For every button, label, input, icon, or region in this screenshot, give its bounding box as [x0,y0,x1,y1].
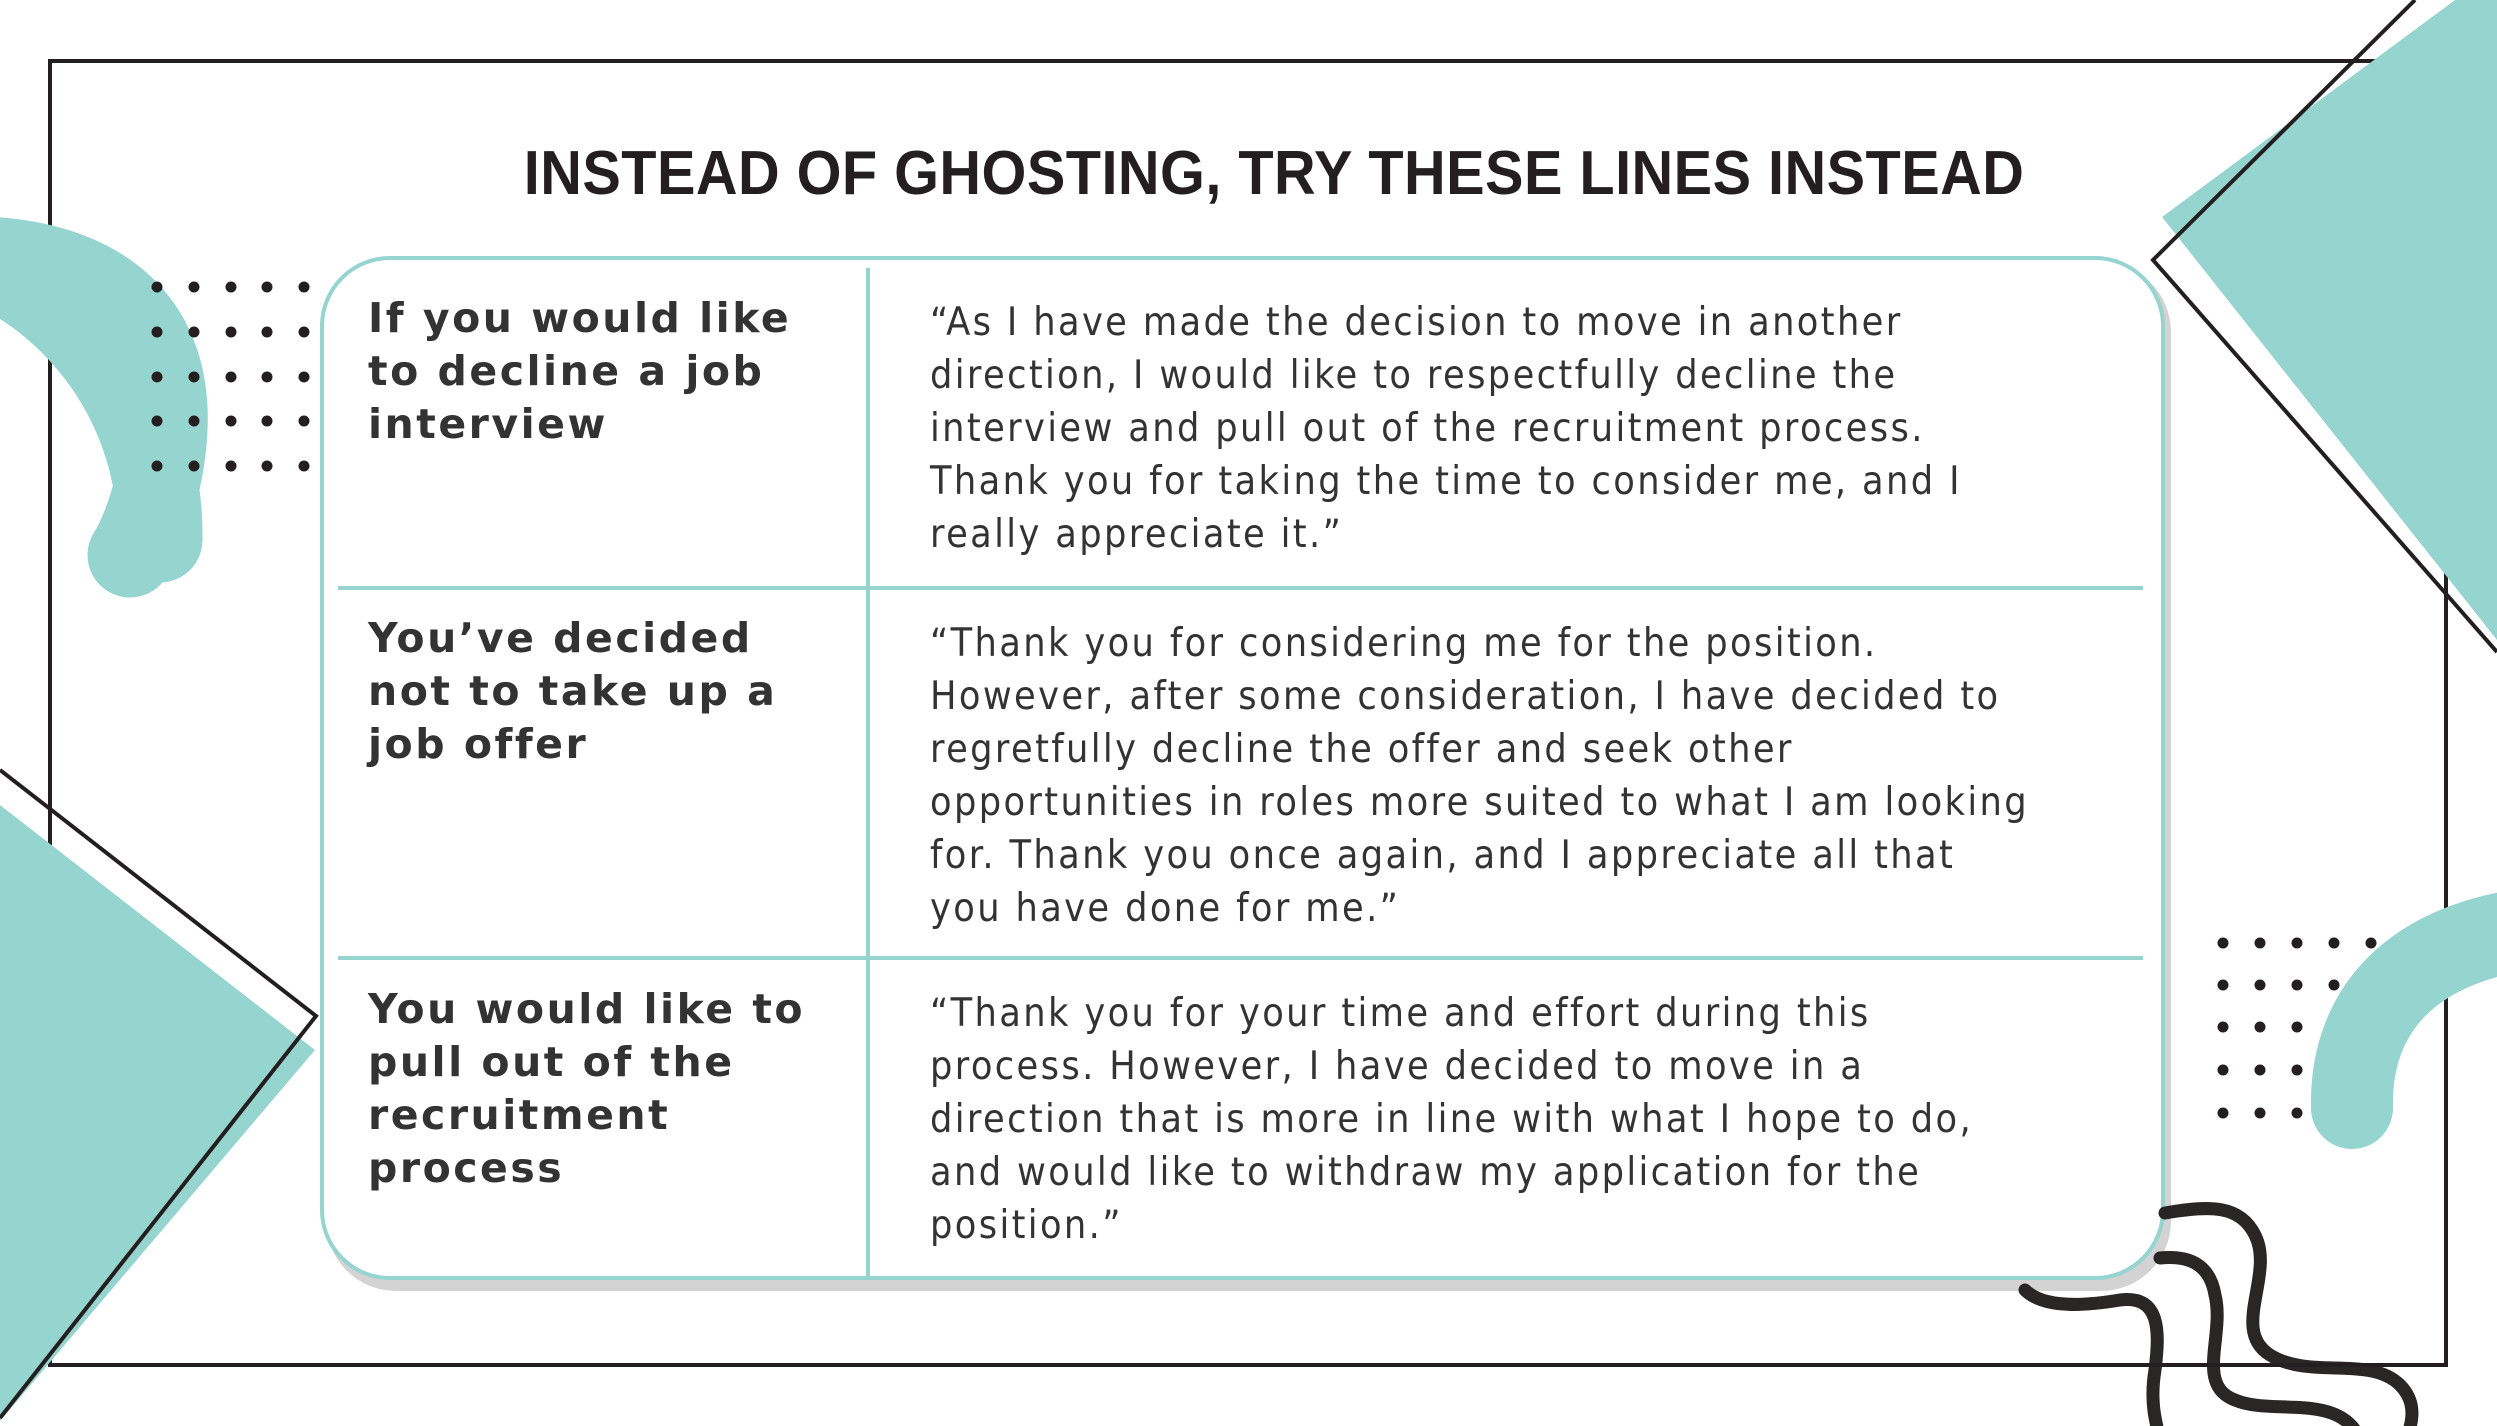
suggested-line-decline-offer: “Thank you for considering me for the position. However, after some consideration, I have decided to regretfully decline the offer and seek other opportunities in roles more suited to what I am looking for. Thank you once again, and I appreciate all that you have done for me.” [930,621,2029,931]
teal-triangle-top-right-icon [2162,0,2497,640]
suggested-line-decline-interview: “As I have made the decision to move in another direction, I would like to respectfully decline the interview and pull out of the recruitment process. Thank you for taking the time to consider me, and I really appreciate it.” [930,300,1962,557]
row-divider-1 [338,586,2143,590]
situation-label-withdraw: You would like to pull out of the recruitment process [368,985,806,1192]
situation-label-decline-offer: You’ve decided not to take up a job offer [368,614,778,768]
teal-triangle-bottom-left-icon [0,805,315,1426]
column-divider [866,268,870,1276]
page-title: INSTEAD OF GHOSTING, TRY THESE LINES INSTEAD [523,139,2025,208]
situation-label-decline-interview: If you would like to decline a job interview [368,294,792,448]
row-divider-2 [338,956,2143,960]
teal-arc-bottom-right-icon [2352,930,2497,1108]
suggested-line-withdraw: “Thank you for your time and effort during this process. However, I have decided to move in a direction that is more in line with what I hope to do, and would like to withdraw my application for the position.” [930,991,1974,1248]
